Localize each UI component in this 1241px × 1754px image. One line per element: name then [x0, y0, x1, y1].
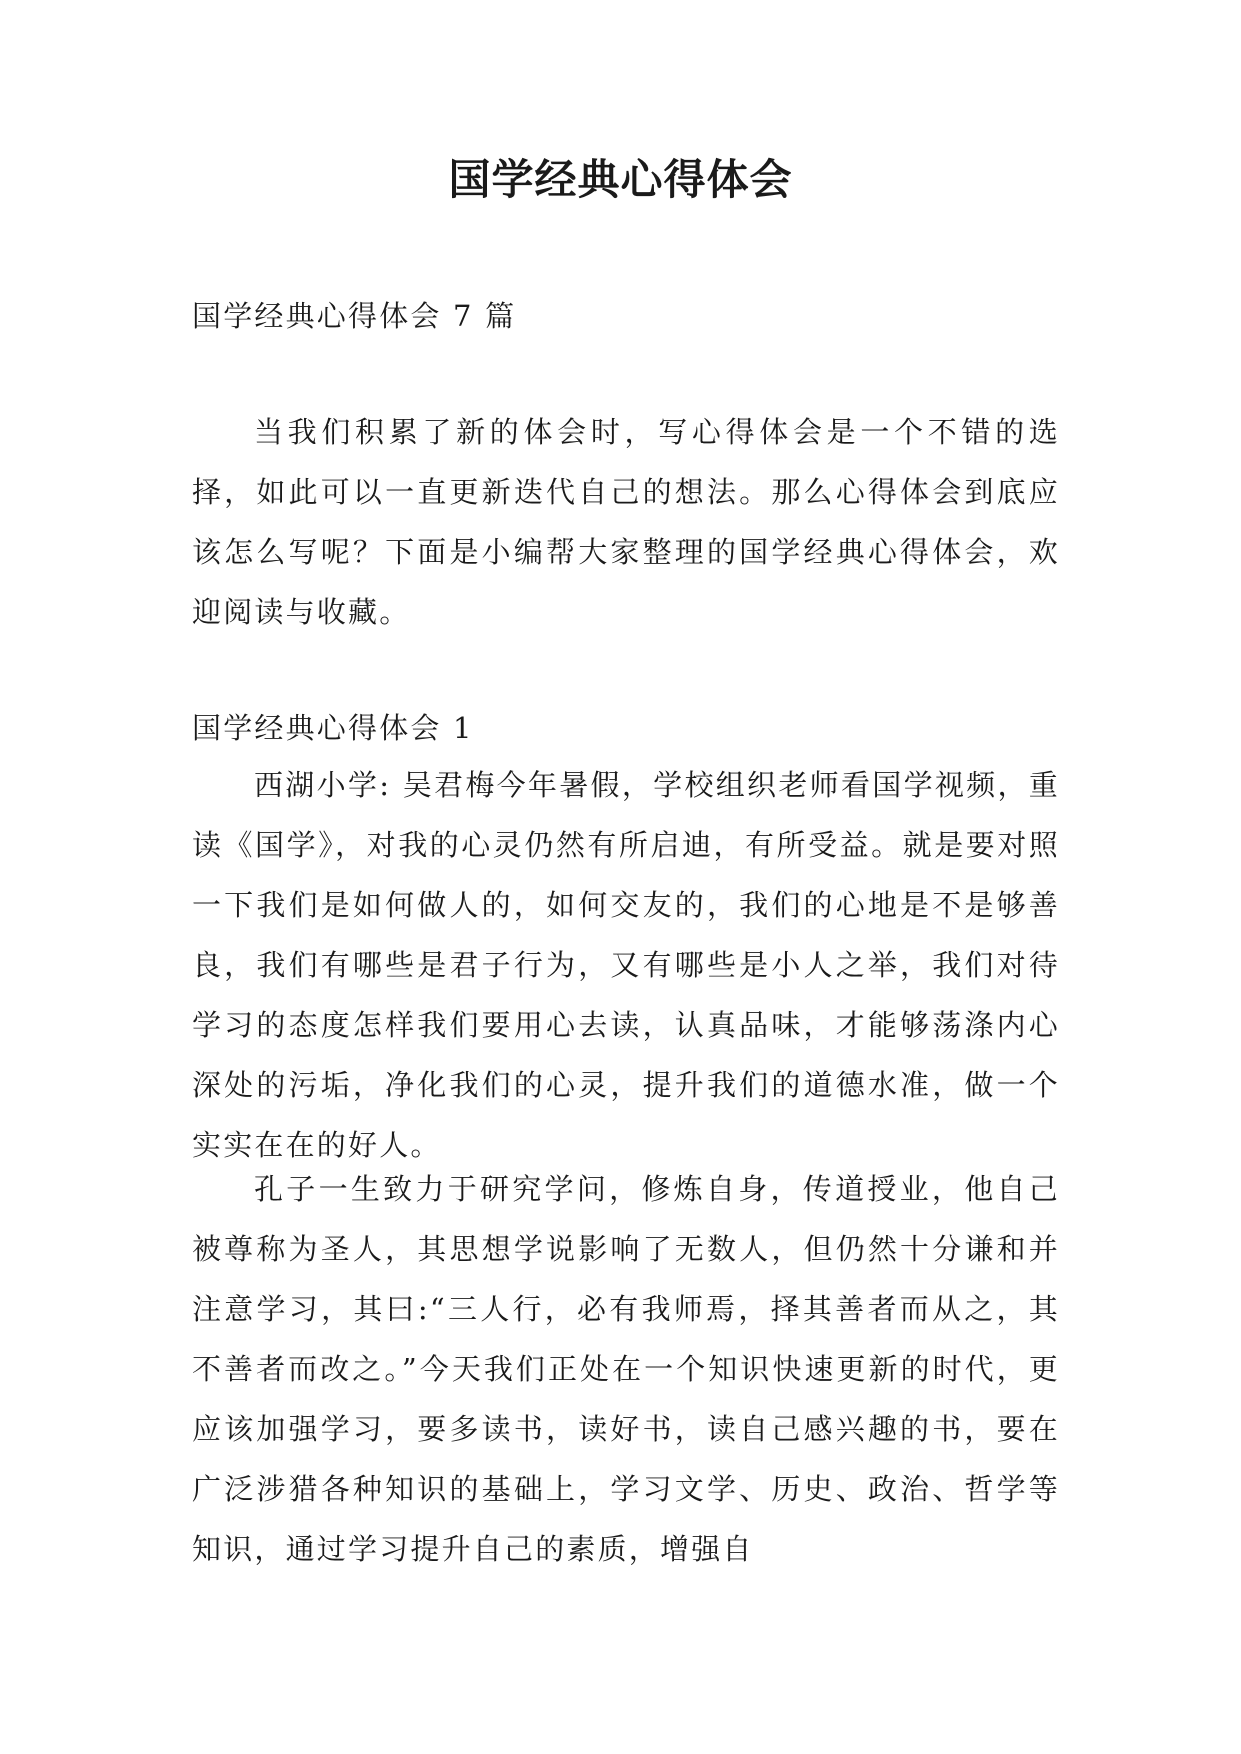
section-heading: 国学经典心得体会 1 — [192, 711, 474, 745]
body-paragraph: 孔子一生致力于研究学问，修炼自身，传道授业，他自己被尊称为圣人，其思想学说影响了无数人，但仍然十分谦和并注意学习，其曰:“三人行，必有我师焉，择其善者而从之，其不善者而改之。”今天我们正处在一个知识快速更新的时代，更应该加强学习，要多读书，读好书，读自己感兴趣的书，要在广泛涉猎各种知识的基础上，学习文学、历史、政治、哲学等知识，通过学习提升自己的素质，增强自 — [192, 1172, 1060, 1566]
document-title: 国学经典心得体会 — [448, 155, 793, 204]
intro-paragraph: 当我们积累了新的体会时，写心得体会是一个不错的选择，如此可以一直更新迭代自己的想法。那么心得体会到底应该怎么写呢？下面是小编帮大家整理的国学经典心得体会，欢迎阅读与收藏。 — [192, 415, 1060, 629]
body-paragraph: 西湖小学: 吴君梅今年暑假，学校组织老师看国学视频，重读《国学》，对我的心灵仍然有所启迪，有所受益。就是要对照一下我们是如何做人的，如何交友的，我们的心地是不是够善良，我们有哪些是君子行为，又有哪些是小人之举，我们对待学习的态度怎样我们要用心去读，认真品味，才能够荡涤内心深处的污垢，净化我们的心灵，提升我们的道德水准，做一个实实在在的好人。 — [192, 768, 1060, 1162]
document-subtitle: 国学经典心得体会 7 篇 — [192, 299, 517, 333]
